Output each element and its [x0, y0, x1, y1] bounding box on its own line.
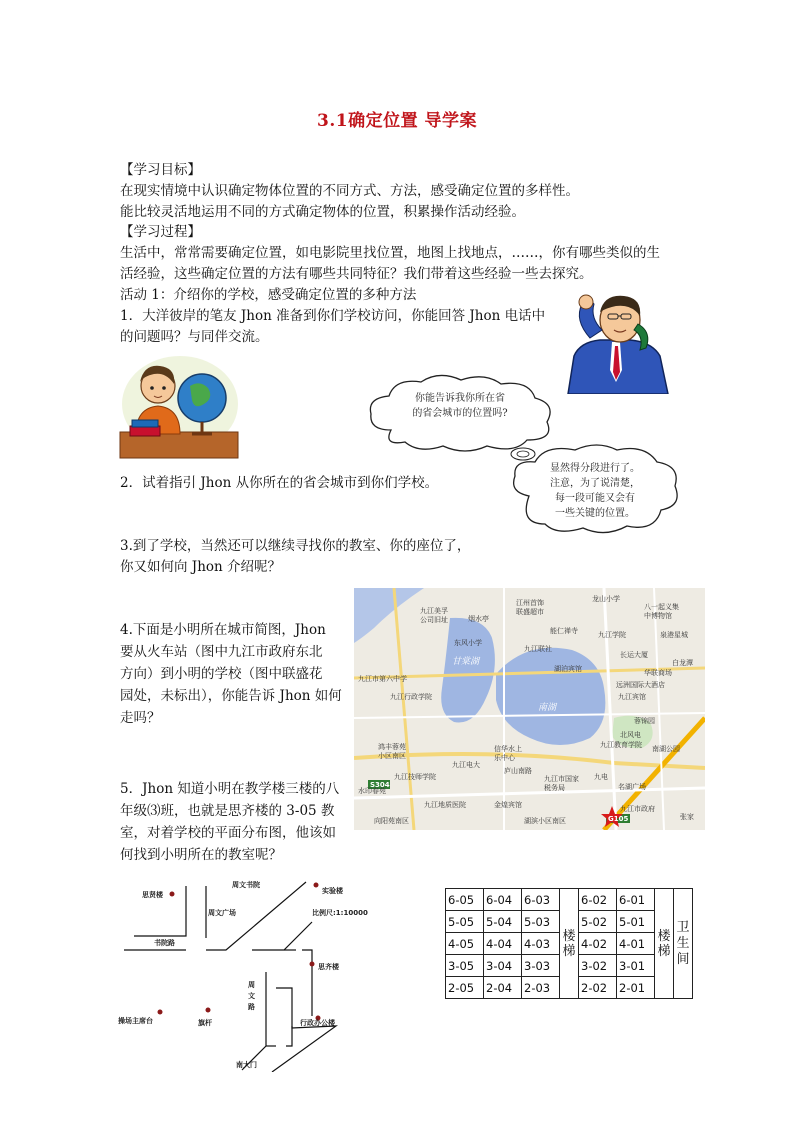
question-5-line-1: 5．Jhon 知道小明在教学楼三楼的八	[120, 781, 340, 797]
question-4-line-3: 方向）到小明的学校（图中联盛花	[120, 666, 323, 682]
room-cell: 4-01	[617, 933, 655, 955]
map-label: 九江市第六中学	[358, 675, 407, 683]
map-label: 八一起义集	[644, 603, 679, 611]
map-label: 九电	[594, 773, 608, 781]
plan-label-scale: 比例尺:1:10000	[312, 909, 368, 917]
map-label: 湖滨小区南区	[524, 817, 566, 825]
room-cell: 2-05	[446, 977, 484, 999]
question-1-line-2: 的问题吗？与同伴交流。	[120, 329, 269, 345]
room-cell: 5-05	[446, 911, 484, 933]
boy-globe-illustration	[118, 352, 240, 460]
map-label: 九江行政学院	[390, 693, 432, 701]
map-lake-nanhu: 南湖	[538, 703, 557, 713]
map-label: 信华水上	[494, 745, 522, 753]
stair-cell: 楼梯	[655, 889, 674, 999]
city-map	[354, 588, 705, 830]
plan-label-admin: 行政办公楼	[300, 1019, 335, 1027]
room-cell: 2-04	[484, 977, 522, 999]
map-label: 长运大厦	[620, 651, 648, 659]
map-label: 乐中心	[494, 754, 515, 762]
map-label: 九江学院	[598, 631, 626, 639]
room-cell: 3-04	[484, 955, 522, 977]
phone-man-illustration	[560, 290, 672, 394]
rooms-table-wrap	[445, 888, 693, 999]
room-cell: 4-02	[579, 933, 617, 955]
question-4-line-4: 园处，未标出），你能告诉 Jhon 如何	[120, 688, 342, 704]
cloud-2-line-3: 每一段可能又会有	[555, 493, 635, 504]
question-5-line-3: 室，对着学校的平面分布图，他该如	[120, 825, 336, 841]
question-4-line-5: 走吗？	[120, 710, 161, 726]
map-label: 张家	[680, 813, 694, 821]
room-cell: 4-03	[522, 933, 560, 955]
question-1-line-1: 1．大洋彼岸的笔友 Jhon 准备到你们学校访问，你能回答 Jhon 电话中	[120, 308, 546, 324]
cloud-1-line-2: 的省会城市的位置吗?	[412, 408, 508, 419]
map-label: 烟水亭	[468, 615, 489, 623]
room-cell: 2-03	[522, 977, 560, 999]
room-cell: 5-01	[617, 911, 655, 933]
room-cell: 5-02	[579, 911, 617, 933]
plan-label-zhouwen-road: 周文路	[248, 981, 255, 1011]
map-label: 能仁禅寺	[550, 627, 578, 635]
map-label: 江州首饰	[516, 599, 544, 607]
question-3-line-1: 3.到了学校，当然还可以继续寻找你的教室、你的座位了，	[120, 538, 471, 554]
map-road-tag: S304	[370, 781, 390, 789]
cloud-1-line-1: 你能告诉我你所在省	[415, 393, 505, 404]
page-title: 3.1确定位置 导学案	[317, 111, 477, 131]
wc-cell: 卫生间	[674, 889, 693, 999]
map-road-tag: G105	[608, 815, 629, 823]
plan-label-shuyuan-road: 书院路	[154, 939, 175, 947]
room-cell: 5-04	[484, 911, 522, 933]
map-label: 中博物馆	[644, 612, 672, 620]
map-label: 湖泊宾馆	[554, 665, 582, 673]
map-lake-gantang: 甘棠湖	[452, 657, 480, 667]
goal-line-1: 在现实情境中认识确定物体位置的不同方式、方法，感受确定位置的多样性。	[120, 183, 579, 199]
plan-label-sixian: 思贤楼	[142, 891, 163, 899]
map-label: 华联商场	[644, 669, 672, 677]
room-cell: 6-04	[484, 889, 522, 911]
school-plan	[116, 876, 396, 1072]
map-label: 远洲国际大酒店	[616, 681, 665, 689]
room-cell: 2-02	[579, 977, 617, 999]
map-label: 九江教育学院	[600, 741, 642, 749]
map-label: 公司旧址	[420, 616, 448, 624]
rooms-table	[445, 888, 693, 999]
map-label: 白龙潭	[672, 659, 693, 667]
map-label: 名湖广场	[618, 783, 646, 791]
map-label: 九江技师学院	[394, 773, 436, 781]
stair-cell: 楼梯	[560, 889, 579, 999]
map-label: 九江地质医院	[424, 801, 466, 809]
plan-label-stage: 操场主席台	[118, 1017, 153, 1025]
room-cell: 6-02	[579, 889, 617, 911]
cloud-2-line-4: 一些关键的位置。	[555, 508, 635, 519]
map-label: 小区南区	[378, 752, 406, 760]
map-label: 龙山小学	[592, 595, 620, 603]
cloud-2-line-1: 显然得分段进行了。	[550, 463, 640, 474]
question-2: 2．试着指引 Jhon 从你所在的省会城市到你们学校。	[120, 475, 439, 491]
question-5-line-4: 何找到小明所在的教室呢？	[120, 847, 282, 863]
room-cell: 4-04	[484, 933, 522, 955]
map-label: 北风电	[620, 731, 641, 739]
room-cell: 6-03	[522, 889, 560, 911]
intro-line-1: 生活中，常常需要确定位置，如电影院里找位置，地图上找地点，……，你有哪些类似的生	[120, 245, 660, 261]
map-label: 鸿丰蓉苑	[378, 743, 406, 751]
map-label: 水印春苑	[358, 787, 386, 795]
map-label: 九江市政府	[620, 805, 655, 813]
room-cell: 6-05	[446, 889, 484, 911]
room-cell: 5-03	[522, 911, 560, 933]
question-5-line-2: 年级⑶班，也就是思齐楼的 3-05 教	[120, 803, 335, 819]
cloud-2-line-2: 注意，为了说清楚，	[550, 478, 640, 489]
question-4-line-1: 4.下面是小明所在城市简图，Jhon	[120, 622, 326, 638]
goal-line-2: 能比较灵活地运用不同的方式确定物体的位置，积累操作活动经验。	[120, 204, 525, 220]
map-label: 九江宾馆	[618, 693, 646, 701]
map-label: 泉港星城	[660, 631, 688, 639]
process-heading: 【学习过程】	[120, 224, 201, 240]
map-label: 税务局	[544, 784, 565, 792]
room-cell: 4-05	[446, 933, 484, 955]
goals-heading: 【学习目标】	[120, 162, 201, 178]
map-label: 九江市国家	[544, 775, 579, 783]
room-cell: 3-05	[446, 955, 484, 977]
intro-line-2: 活经验，这些确定位置的方法有哪些共同特征？我们带着这些经验一些去探究。	[120, 266, 593, 282]
plan-label-siqi: 思齐楼	[318, 963, 339, 971]
activity-1: 活动 1：介绍你的学校，感受确定位置的多种方法	[120, 287, 417, 303]
map-label: 东风小学	[454, 639, 482, 647]
map-label: 蓉锦园	[634, 717, 655, 725]
plan-label-lab: 实验楼	[322, 887, 343, 895]
room-cell: 3-02	[579, 955, 617, 977]
map-label: 九江美孚	[420, 607, 448, 615]
map-label: 联盛超市	[516, 608, 544, 616]
room-cell: 3-03	[522, 955, 560, 977]
question-3-line-2: 你又如何向 Jhon 介绍呢？	[120, 559, 282, 575]
map-label: 九江电大	[452, 761, 480, 769]
plan-label-flagpole: 旗杆	[198, 1019, 212, 1027]
map-label: 向阳苑南区	[374, 817, 409, 825]
room-cell: 6-01	[617, 889, 655, 911]
map-label: 金煌宾馆	[494, 801, 522, 809]
map-label: 九江联社	[524, 645, 552, 653]
plan-label-zhouwen-academy: 周文书院	[232, 881, 260, 889]
question-4-line-2: 要从火车站（图中九江市政府东北	[120, 644, 323, 660]
map-label: 庐山南路	[504, 767, 532, 775]
map-label: 南湖公园	[652, 745, 680, 753]
plan-label-south-gate: 南大门	[236, 1061, 257, 1069]
room-cell: 3-01	[617, 955, 655, 977]
plan-label-square: 周文广场	[208, 909, 236, 917]
room-cell: 2-01	[617, 977, 655, 999]
